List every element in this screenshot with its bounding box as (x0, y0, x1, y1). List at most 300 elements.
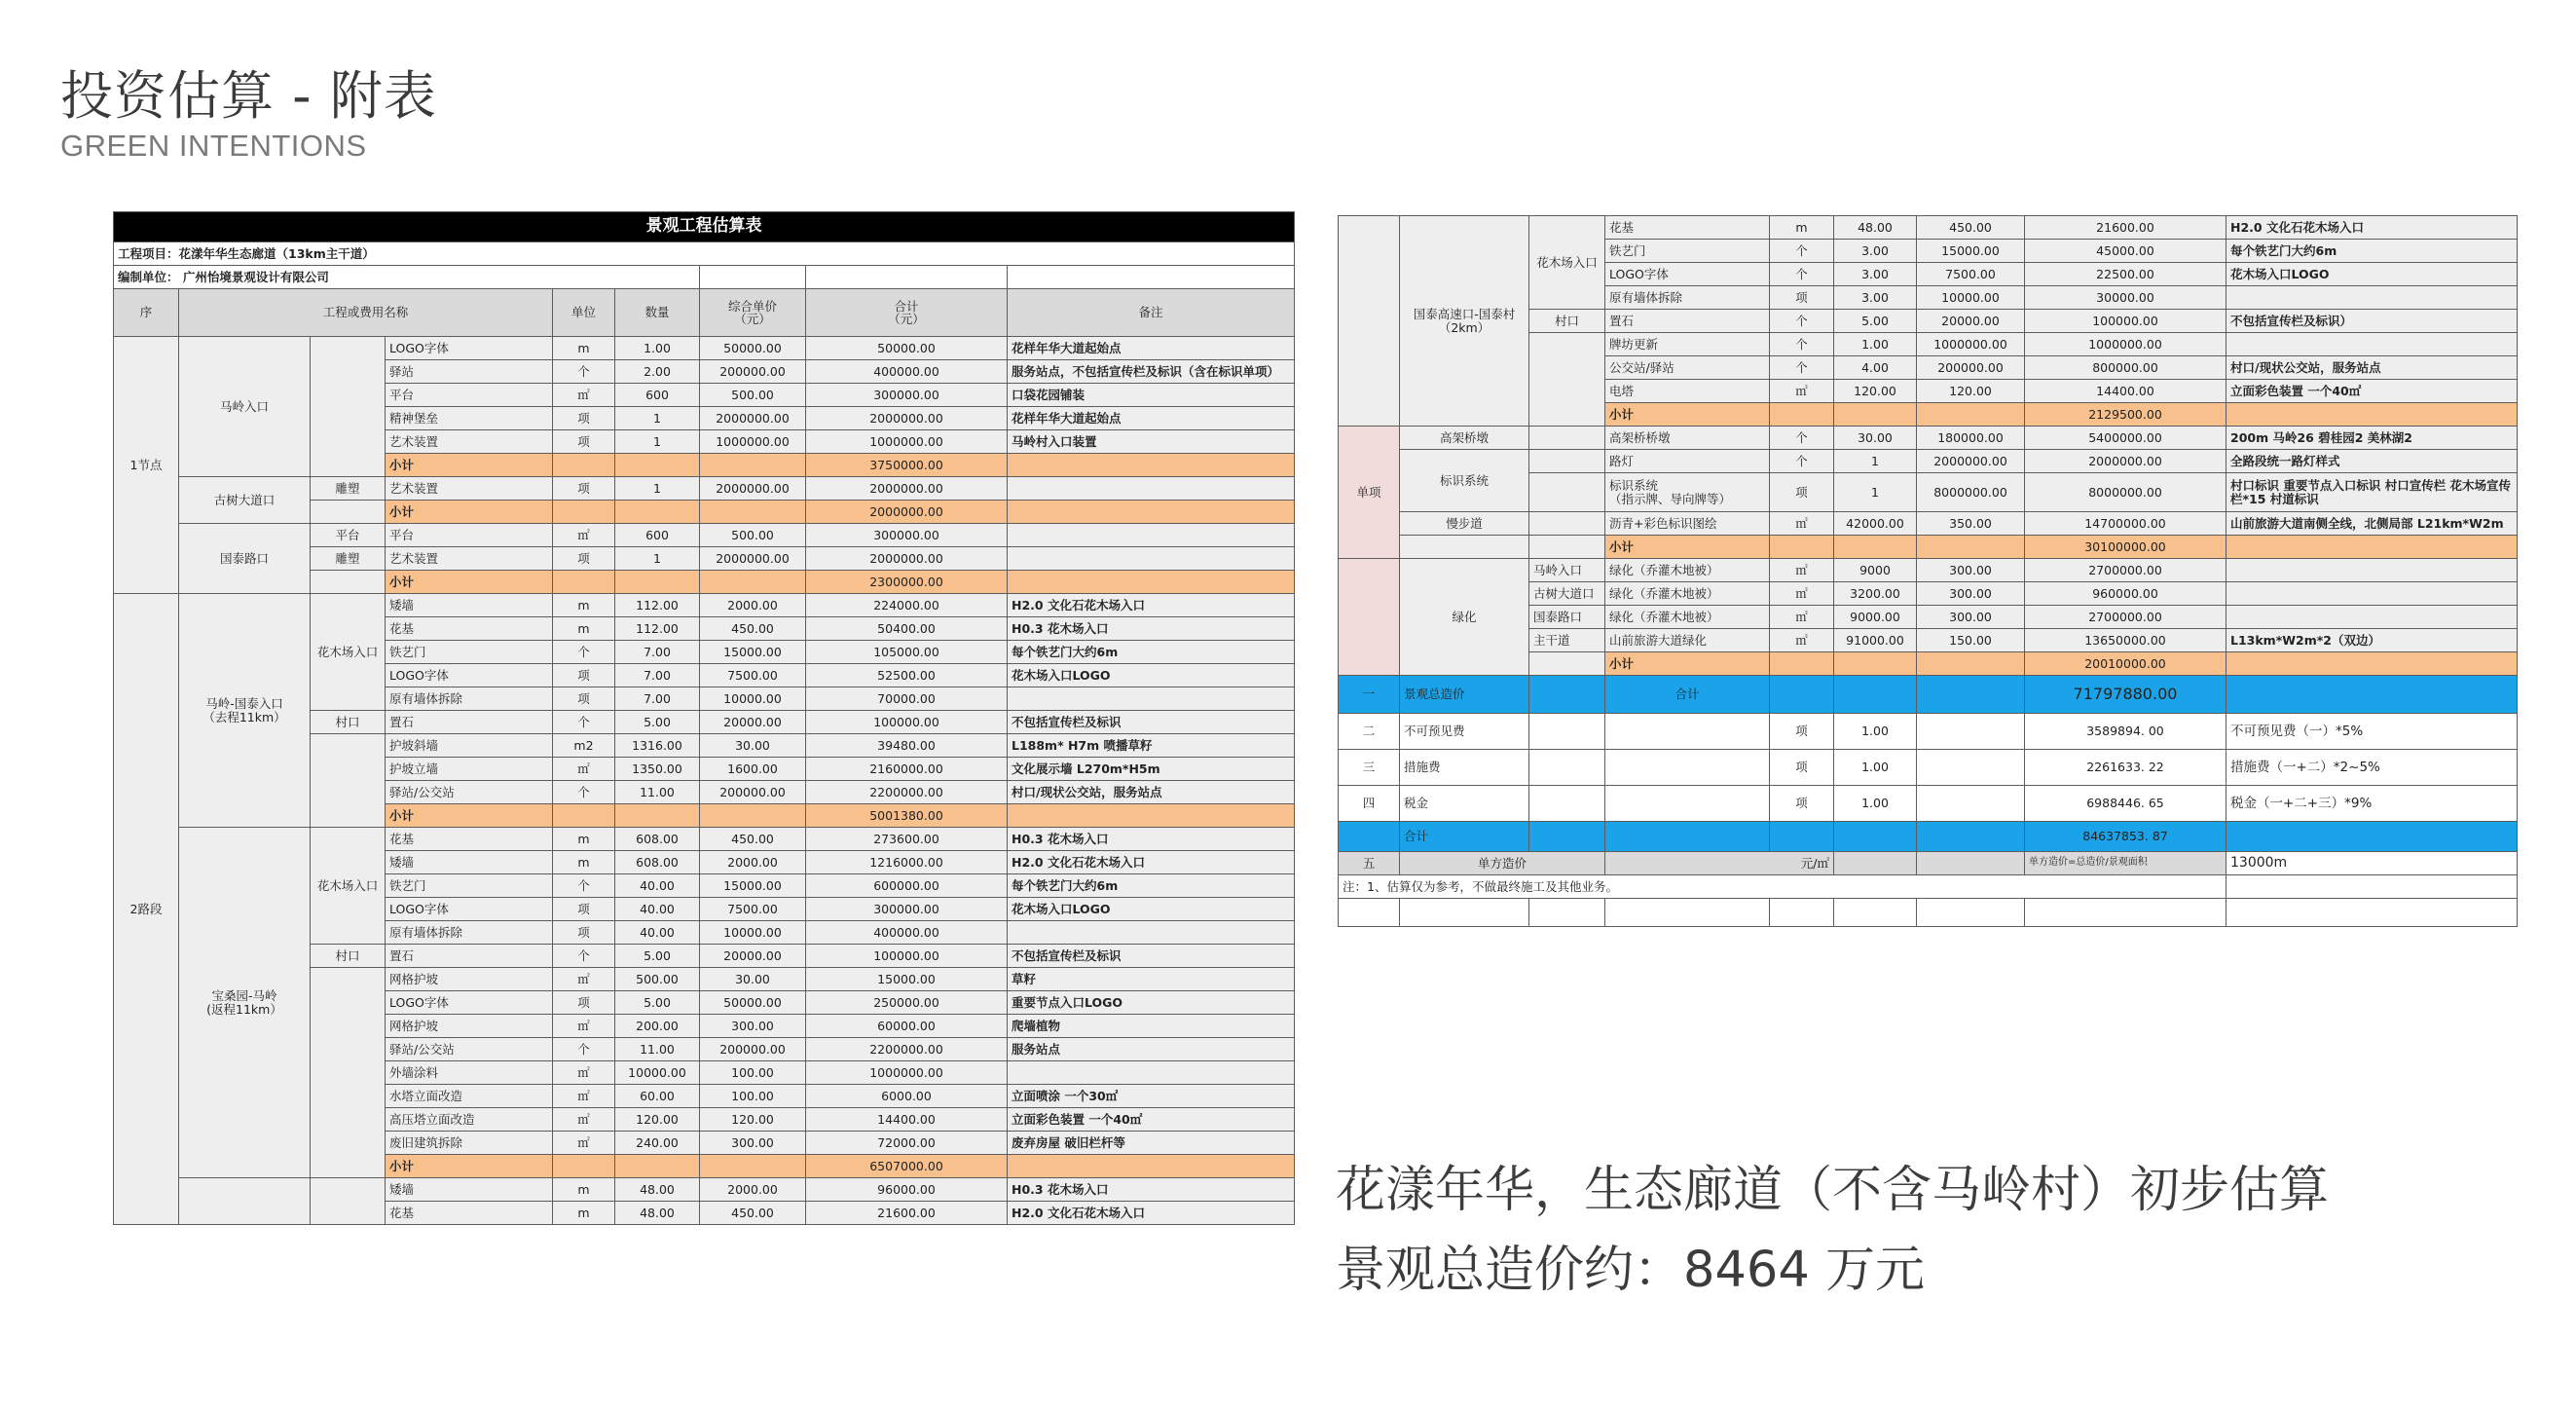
item-name: 置石 (386, 945, 553, 968)
item-name: 驿站/公交站 (386, 1038, 553, 1061)
table-row (1339, 512, 2518, 536)
item-qty (615, 804, 700, 828)
item-note: H2.0 文化石花木场入口 (1008, 1202, 1295, 1225)
item-name: 路灯 (1605, 450, 1770, 473)
fee-seq: 四 (1339, 786, 1400, 822)
subtotal-value: 30100000.00 (2025, 536, 2226, 559)
sub-empty (311, 571, 386, 594)
unit-cost-row (1339, 852, 2518, 875)
fee-row (1339, 750, 2518, 786)
item-note: L13km*W2m*2（双边） (2226, 629, 2518, 652)
item-qty: 3.00 (1834, 263, 1917, 286)
item-note (1008, 804, 1295, 828)
item-note (2226, 559, 2518, 582)
item-total: 8000000.00 (2025, 473, 2226, 512)
item-qty: 1350.00 (615, 758, 700, 781)
item-qty: 30.00 (1834, 427, 1917, 450)
item-total: 1216000.00 (806, 851, 1008, 874)
item-unit: m2 (553, 734, 615, 758)
item-note: 服务站点 (1008, 1038, 1295, 1061)
project-line: 工程项目：花漾年华生态廊道（13km主干道） (114, 242, 615, 266)
item-price: 10000.00 (1917, 286, 2025, 310)
item-unit: 项 (553, 921, 615, 945)
item-total: 2700000.00 (2025, 606, 2226, 629)
subtotal-value: 2129500.00 (2025, 403, 2226, 427)
item-note: 立面喷涂 一个30㎡ (1008, 1085, 1295, 1108)
item-total: 2000000.00 (806, 407, 1008, 430)
item-note: 花木场入口LOGO (1008, 898, 1295, 921)
table-cell (1917, 676, 2025, 714)
item-total: 2160000.00 (806, 758, 1008, 781)
fee-note: 不可预见费（一）*5% (2226, 714, 2518, 750)
item-note: 村口/现状公交站，服务站点 (2226, 356, 2518, 380)
item-qty: 60.00 (615, 1085, 700, 1108)
sub-huamu: 花木场入口 (311, 594, 386, 711)
footnote-row (1339, 875, 2518, 899)
item-total: 600000.00 (806, 874, 1008, 898)
fee-total: 3589894. 00 (2025, 714, 2226, 750)
section-label-roads: 2路段 (114, 594, 179, 1225)
item-name: 山前旅游大道绿化 (1605, 629, 1770, 652)
item-unit: 个 (1770, 333, 1834, 356)
item-total: 21600.00 (2025, 216, 2226, 240)
item-total: 60000.00 (806, 1015, 1008, 1038)
header-name: 工程或费用名称 (179, 289, 553, 337)
item-name: 网格护坡 (386, 968, 553, 991)
item-total: 22500.00 (2025, 263, 2226, 286)
item-price: 200000.00 (1917, 356, 2025, 380)
item-name: LOGO字体 (386, 898, 553, 921)
item-price: 2000000.00 (700, 477, 806, 501)
item-qty: 112.00 (615, 617, 700, 641)
item-price: 450.00 (700, 1202, 806, 1225)
sub-area: 古树大道口 (1529, 582, 1605, 606)
sub-huamu: 花木场入口 (311, 828, 386, 945)
blank-cell (1339, 899, 1400, 927)
item-note: 全路段统一路灯样式 (2226, 450, 2518, 473)
item-total: 100000.00 (806, 711, 1008, 734)
subtotal-label: 小计 (386, 501, 553, 524)
group-lvhua: 绿化 (1400, 559, 1529, 676)
item-note: 每个铁艺门大约6m (1008, 874, 1295, 898)
item-qty: 500.00 (615, 968, 700, 991)
item-price: 100.00 (700, 1061, 806, 1085)
item-qty: 48.00 (1834, 216, 1917, 240)
fee-unit: 项 (1770, 714, 1834, 750)
sub-diaosu: 雕塑 (311, 547, 386, 571)
item-qty: 7.00 (615, 641, 700, 664)
item-qty: 4.00 (1834, 356, 1917, 380)
item-unit: 项 (553, 477, 615, 501)
group-maling: 马岭入口 (179, 337, 311, 477)
blank-row (1339, 899, 2518, 927)
item-total: 1000000.00 (806, 1061, 1008, 1085)
item-note: H0.3 花木场入口 (1008, 1178, 1295, 1202)
item-price: 2000.00 (700, 594, 806, 617)
item-qty: 48.00 (615, 1202, 700, 1225)
total-label: 合计 (1605, 676, 1770, 714)
item-note: 花样年华大道起始点 (1008, 407, 1295, 430)
item-qty: 5.00 (1834, 310, 1917, 333)
fee-unit: 项 (1770, 750, 1834, 786)
item-qty: 40.00 (615, 898, 700, 921)
item-unit: ㎡ (1770, 559, 1834, 582)
item-note (2226, 286, 2518, 310)
item-unit: 个 (1770, 356, 1834, 380)
item-qty (615, 571, 700, 594)
group-empty (1400, 536, 1529, 559)
item-total: 52500.00 (806, 664, 1008, 687)
fee-total: 2261633. 22 (2025, 750, 2226, 786)
item-price (1917, 652, 2025, 676)
item-unit: 项 (553, 898, 615, 921)
item-name: 铁艺门 (386, 874, 553, 898)
fee-note: 税金（一+二+三）*9% (2226, 786, 2518, 822)
item-unit: ㎡ (1770, 606, 1834, 629)
item-price: 20000.00 (700, 711, 806, 734)
item-total: 14400.00 (2025, 380, 2226, 403)
item-price: 300.00 (1917, 582, 2025, 606)
item-name: 精神堡垒 (386, 407, 553, 430)
item-price: 200000.00 (700, 1038, 806, 1061)
item-qty: 120.00 (615, 1108, 700, 1132)
item-unit: 个 (553, 641, 615, 664)
item-price: 100.00 (700, 1085, 806, 1108)
item-total: 2000000.00 (806, 477, 1008, 501)
item-note: 立面彩色装置 一个40㎡ (2226, 380, 2518, 403)
table-row (114, 337, 1295, 360)
item-total: 2700000.00 (2025, 559, 2226, 582)
item-price: 15000.00 (1917, 240, 2025, 263)
item-qty: 3200.00 (1834, 582, 1917, 606)
item-total: 250000.00 (806, 991, 1008, 1015)
item-total: 105000.00 (806, 641, 1008, 664)
item-name: LOGO字体 (386, 664, 553, 687)
table-row (1339, 216, 2518, 240)
item-total: 400000.00 (806, 921, 1008, 945)
item-unit: m (553, 851, 615, 874)
item-total: 2200000.00 (806, 781, 1008, 804)
item-note (1008, 477, 1295, 501)
sub-huamu: 花木场入口 (1529, 216, 1605, 310)
item-total: 2000000.00 (2025, 450, 2226, 473)
unit-cost-unit: 元/㎡ (1605, 852, 1834, 875)
item-name: 矮墙 (386, 1178, 553, 1202)
table-cell (1770, 822, 1834, 852)
fee-note: 措施费（一+二）*2~5% (2226, 750, 2518, 786)
item-qty: 200.00 (615, 1015, 700, 1038)
fee-qty: 1.00 (1834, 714, 1917, 750)
subtotal-value: 5001380.00 (806, 804, 1008, 828)
item-unit: 个 (553, 874, 615, 898)
table-row (1339, 559, 2518, 582)
item-unit: ㎡ (553, 758, 615, 781)
item-price: 200000.00 (700, 781, 806, 804)
item-unit: ㎡ (1770, 380, 1834, 403)
item-name: 置石 (386, 711, 553, 734)
sub-empty (1529, 473, 1605, 512)
sub-empty (1529, 333, 1605, 427)
item-price (1917, 403, 2025, 427)
item-note (2226, 582, 2518, 606)
group-guotai: 国泰路口 (179, 524, 311, 594)
table-cell (1834, 822, 1917, 852)
item-unit (553, 501, 615, 524)
item-total: 72000.00 (806, 1132, 1008, 1155)
item-qty (615, 1155, 700, 1178)
item-qty: 40.00 (615, 921, 700, 945)
item-note: 不包括宣传栏及标识 (1008, 711, 1295, 734)
item-unit: ㎡ (1770, 629, 1834, 652)
item-qty: 2.00 (615, 360, 700, 384)
item-price: 1600.00 (700, 758, 806, 781)
sub-empty (1529, 450, 1605, 473)
blank-cell (2226, 899, 2518, 927)
right-estimate-table (1338, 215, 2518, 927)
item-total: 50400.00 (806, 617, 1008, 641)
item-note: 服务站点，不包括宣传栏及标识（含在标识单项） (1008, 360, 1295, 384)
table-cell (1529, 822, 1605, 852)
item-qty: 112.00 (615, 594, 700, 617)
left-estimate-table (113, 211, 1295, 1225)
item-name: 废旧建筑拆除 (386, 1132, 553, 1155)
unit-cost-formula: 单方造价=总造价/景观面积 (2025, 852, 2226, 875)
item-total: 300000.00 (806, 898, 1008, 921)
item-note (2226, 333, 2518, 356)
fee-name: 不可预见费 (1400, 714, 1529, 750)
item-qty: 1 (615, 477, 700, 501)
blank-cell (1917, 899, 2025, 927)
group-manbu: 慢步道 (1400, 512, 1529, 536)
blank-cell (2025, 899, 2226, 927)
item-name: 花基 (386, 828, 553, 851)
table-title: 景观工程估算表 (114, 212, 1295, 242)
item-name: 艺术装置 (386, 430, 553, 454)
group-gaojia: 高架桥墩 (1400, 427, 1529, 450)
unit-cost-seq: 五 (1339, 852, 1400, 875)
item-price: 15000.00 (700, 874, 806, 898)
sub-diaosu: 雕塑 (311, 477, 386, 501)
summary-line-1: 花漾年华，生态廊道（不含马岭村）初步估算 (1336, 1162, 2330, 1219)
sub-empty (1529, 652, 1605, 676)
sub-empty (311, 501, 386, 524)
page-subtitle: GREEN INTENTIONS (60, 129, 367, 163)
item-qty: 91000.00 (1834, 629, 1917, 652)
item-name: 铁艺门 (1605, 240, 1770, 263)
item-unit: 项 (553, 407, 615, 430)
subtotal-label: 小计 (386, 454, 553, 477)
item-unit: ㎡ (553, 968, 615, 991)
section-label-nodes: 1节点 (114, 337, 179, 594)
item-qty: 1 (615, 547, 700, 571)
item-price: 30.00 (700, 734, 806, 758)
item-qty: 1316.00 (615, 734, 700, 758)
item-price (700, 571, 806, 594)
item-unit: 个 (553, 360, 615, 384)
grand-total-row (1339, 822, 2518, 852)
sub-empty (311, 734, 386, 828)
item-unit (553, 804, 615, 828)
item-name: 绿化（乔灌木地被） (1605, 582, 1770, 606)
item-total: 14700000.00 (2025, 512, 2226, 536)
footnote: 注：1、估算仅为参考，不做最终施工及其他业务。 (1339, 875, 2226, 899)
item-qty: 1 (615, 430, 700, 454)
item-note: 每个铁艺门大约6m (2226, 240, 2518, 263)
item-unit: ㎡ (553, 1061, 615, 1085)
table-cell (1917, 786, 2025, 822)
item-unit: 项 (1770, 286, 1834, 310)
item-name: 外墙涂料 (386, 1061, 553, 1085)
item-unit: 项 (553, 991, 615, 1015)
item-unit: 个 (553, 1038, 615, 1061)
total-row (1339, 676, 2518, 714)
subtotal-value: 20010000.00 (2025, 652, 2226, 676)
item-price: 7500.00 (700, 664, 806, 687)
group-continued (179, 1178, 311, 1225)
item-note (1008, 921, 1295, 945)
item-qty: 11.00 (615, 1038, 700, 1061)
item-name: 花基 (386, 617, 553, 641)
table-cell (1917, 714, 2025, 750)
item-total: 2000000.00 (806, 547, 1008, 571)
group-guotai-cun: 国泰高速口-国泰村 （2km） (1400, 216, 1529, 427)
unit-cost-note: 13000m (2226, 852, 2518, 875)
item-unit: 个 (553, 711, 615, 734)
item-note: 爬墙植物 (1008, 1015, 1295, 1038)
group-gushu: 古树大道口 (179, 477, 311, 524)
item-unit: m (553, 1178, 615, 1202)
item-qty (1834, 652, 1917, 676)
item-note: 花木场入口LOGO (1008, 664, 1295, 687)
item-price: 30.00 (700, 968, 806, 991)
total-value: 71797880.00 (2025, 676, 2226, 714)
item-price (700, 501, 806, 524)
blank-cell (1605, 899, 1770, 927)
item-unit: 个 (1770, 263, 1834, 286)
item-name: 艺术装置 (386, 547, 553, 571)
item-name: 原有墙体拆除 (386, 687, 553, 711)
fee-qty: 1.00 (1834, 786, 1917, 822)
item-total: 70000.00 (806, 687, 1008, 711)
table-cell (1834, 676, 1917, 714)
item-unit: ㎡ (1770, 512, 1834, 536)
item-unit: 项 (553, 547, 615, 571)
item-unit: ㎡ (553, 1085, 615, 1108)
item-unit: ㎡ (553, 1132, 615, 1155)
blank-cell (1834, 899, 1917, 927)
item-note: 村口标识 重要节点入口标识 村口宣传栏 花木场宣传栏*15 村道标识 (2226, 473, 2518, 512)
fee-qty: 1.00 (1834, 750, 1917, 786)
table-cell (1605, 714, 1770, 750)
item-note: L188m* H7m 喷播草籽 (1008, 734, 1295, 758)
item-unit (553, 1155, 615, 1178)
item-unit: 个 (1770, 450, 1834, 473)
item-price: 300.00 (700, 1132, 806, 1155)
item-price: 120.00 (1917, 380, 2025, 403)
table-row (114, 477, 1295, 501)
sub-cunkou: 村口 (311, 711, 386, 734)
item-note: 草籽 (1008, 968, 1295, 991)
sub-empty (311, 968, 386, 1178)
item-price: 150.00 (1917, 629, 2025, 652)
subtotal-label: 小计 (1605, 652, 1770, 676)
item-unit: 个 (1770, 310, 1834, 333)
blank-cell (1529, 899, 1605, 927)
subtotal-label: 小计 (1605, 403, 1770, 427)
item-unit: ㎡ (1770, 582, 1834, 606)
item-qty: 3.00 (1834, 286, 1917, 310)
item-price: 7500.00 (700, 898, 806, 921)
item-total: 960000.00 (2025, 582, 2226, 606)
blank-cell (1770, 899, 1834, 927)
item-name: 护坡斜墙 (386, 734, 553, 758)
page-title: 投资估算 - 附表 (60, 65, 437, 127)
item-note: 山前旅游大道南侧全线，北侧局部 L21km*W2m (2226, 512, 2518, 536)
item-note (1008, 687, 1295, 711)
item-name: 高架桥桥墩 (1605, 427, 1770, 450)
item-name: 原有墙体拆除 (386, 921, 553, 945)
table-cell (1917, 750, 2025, 786)
item-total: 30000.00 (2025, 286, 2226, 310)
item-name: 驿站 (386, 360, 553, 384)
item-price: 300.00 (1917, 559, 2025, 582)
item-note: 村口/现状公交站，服务站点 (1008, 781, 1295, 804)
item-name: 驿站/公交站 (386, 781, 553, 804)
item-total: 1000000.00 (2025, 333, 2226, 356)
group-maling-guotai: 马岭-国泰入口 （去程11km） (179, 594, 311, 828)
item-total: 1000000.00 (806, 430, 1008, 454)
item-name: 原有墙体拆除 (1605, 286, 1770, 310)
table-cell (1605, 822, 1770, 852)
table-row (114, 594, 1295, 617)
sub-area: 国泰路口 (1529, 606, 1605, 629)
item-total: 45000.00 (2025, 240, 2226, 263)
fee-seq: 三 (1339, 750, 1400, 786)
item-unit: ㎡ (553, 1015, 615, 1038)
fee-name: 措施费 (1400, 750, 1529, 786)
item-qty: 1 (615, 407, 700, 430)
item-price: 1000000.00 (700, 430, 806, 454)
item-note: 200m 马岭26 碧桂园2 美林湖2 (2226, 427, 2518, 450)
item-note: 口袋花园铺装 (1008, 384, 1295, 407)
item-qty (1834, 536, 1917, 559)
item-qty: 11.00 (615, 781, 700, 804)
item-note: 立面彩色装置 一个40㎡ (1008, 1108, 1295, 1132)
item-qty: 48.00 (615, 1178, 700, 1202)
total-seq: 一 (1339, 676, 1400, 714)
item-name: 标识系统 （指示牌、导向牌等） (1605, 473, 1770, 512)
item-price: 200000.00 (700, 360, 806, 384)
table-cell (1339, 822, 1400, 852)
item-name: LOGO字体 (386, 991, 553, 1015)
item-name: 花基 (386, 1202, 553, 1225)
subtotal-value: 3750000.00 (806, 454, 1008, 477)
item-unit: ㎡ (553, 1108, 615, 1132)
item-unit: 项 (553, 430, 615, 454)
item-note: 每个铁艺门大约6m (1008, 641, 1295, 664)
item-unit: m (553, 594, 615, 617)
unit-cost-name: 单方造价 (1400, 852, 1605, 875)
item-price: 50000.00 (700, 991, 806, 1015)
item-price: 8000000.00 (1917, 473, 2025, 512)
header-seq: 序 (114, 289, 179, 337)
item-note (2226, 606, 2518, 629)
group-biaoshi: 标识系统 (1400, 450, 1529, 512)
item-note (1008, 571, 1295, 594)
item-price: 2000.00 (700, 851, 806, 874)
item-price: 350.00 (1917, 512, 2025, 536)
sub-cunkou: 村口 (1529, 310, 1605, 333)
